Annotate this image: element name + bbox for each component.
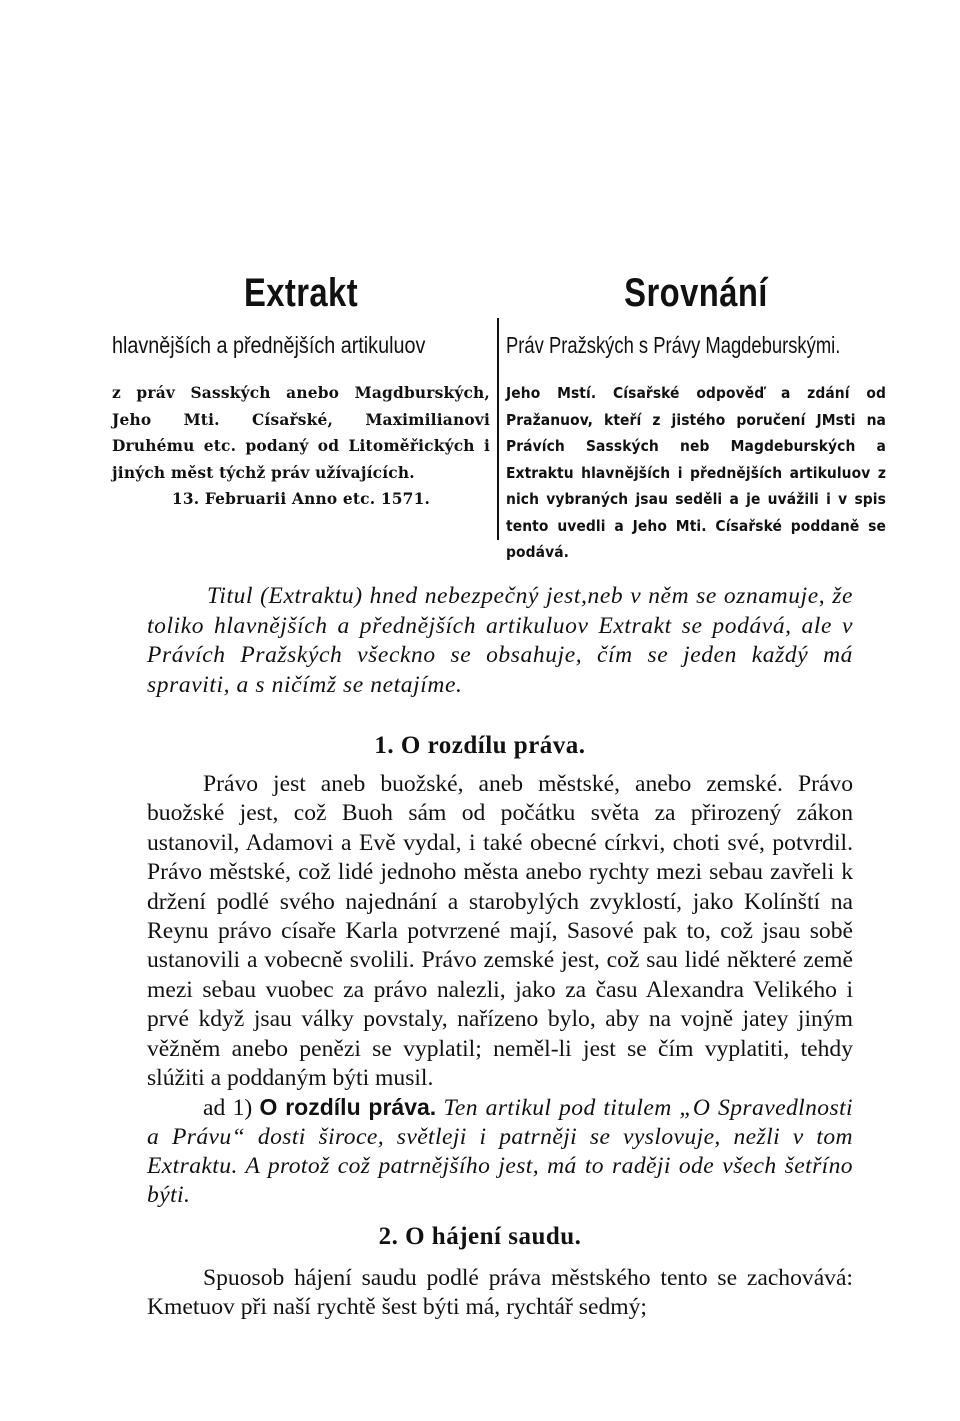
ad-1-label: ad 1): [203, 1095, 253, 1121]
ad-1-heading: O rozdílu práva.: [259, 1094, 437, 1120]
ad-1-text: Ten artikul pod titulem „O Spravedlnosti a Právu“ dosti široce, světleji i patrněji se vyslovuje, nežli v tom Extraktu. A protož což patrnějšího jest, má to raději ode všech šetříno býti.: [147, 1095, 853, 1208]
section-1-body: [147, 770, 853, 1093]
section-2-heading: 2. O hájení saudu.: [378, 1223, 582, 1250]
left-column-subtitle: hlavnějších a přednějších artikuluov: [112, 332, 426, 358]
intro-paragraph: [147, 582, 853, 700]
right-column-text: Jeho Mstí. Císařské odpověď a zdání od Pražanuov, kteří z jistého poručení JMsti na Právích Sasských neb Magdeburských a Extraktu hlavnějších i přednějších artikuluov z nich vybraných jsau seděli a je uvážili i v spis tento uvedli a Jeho Mti. Císařské poddaně se podává.: [506, 384, 886, 561]
right-column-title: Srovnání: [624, 271, 768, 315]
ad-1-text-block: [147, 1093, 853, 1210]
left-column: [112, 270, 490, 513]
column-divider: [497, 318, 499, 540]
intro-text: Titul (Extraktu) hned nebezpečný jest,neb v něm se oznamuje, že toliko hlavnějších a přednějších artikuluov Extrakt se podává, ale v Právích Pražských všeckno se obsahuje, čím se jeden každý má spraviti, a s ničímž se netajíme.: [147, 583, 853, 698]
right-column: [506, 270, 886, 566]
section-2-body: [147, 1264, 853, 1323]
section-1-heading: 1. O rozdílu práva.: [374, 732, 586, 759]
ad-1-paragraph: [147, 1093, 853, 1210]
section-1-text: Právo jest aneb buožské, aneb městské, anebo zemské. Právo buožské jest, což Buoh sám od počátku světa za přirozený zákon ustanovil, Adamovi a Evě vydal, i také obecné církvi, choti své, potvrdil. Právo městské, což lidé jednoho města anebo rychty mezi sebau zavřeli k držení podlé svého najednání a starobylých zvyklostí, jako Kolínští na Reynu právo císaře Karla potvrzené mají, Sasové pak to, což jsau sobě ustanovili a vobecně svolili. Právo zemské jest, což sau lidé některé země mezi sebau vuobec za právo nalezli, jako za času Alexandra Velikého i prvé když jsau války povstaly, nařízeno bylo, aby na vojně jatey jiným věžněm anebo penězi se vyplatil; neměl-li jest se čím vyplatiti, tehdy slúžiti a poddaným býti musil.: [147, 771, 853, 1092]
section-2-text: Spuosob hájení saudu podlé práva městského tento se zachovává: Kmetuov při naší rychtě šest býti má, rychtář sedmý;: [147, 1265, 853, 1321]
left-column-body: [112, 380, 490, 513]
left-column-title: Extrakt: [243, 271, 359, 315]
right-column-subtitle: Práv Pražských s Právy Magdeburskými.: [506, 332, 841, 358]
left-column-text: z práv Sasských anebo Magdburských, Jeho Mti. Císařské, Maximilianovi Druhému etc. podaný od Litoměřických i jiných měst týchž práv užívajících.: [112, 384, 490, 482]
right-column-body: [506, 380, 886, 566]
left-column-date: 13. Februarii Anno etc. 1571.: [171, 490, 431, 508]
